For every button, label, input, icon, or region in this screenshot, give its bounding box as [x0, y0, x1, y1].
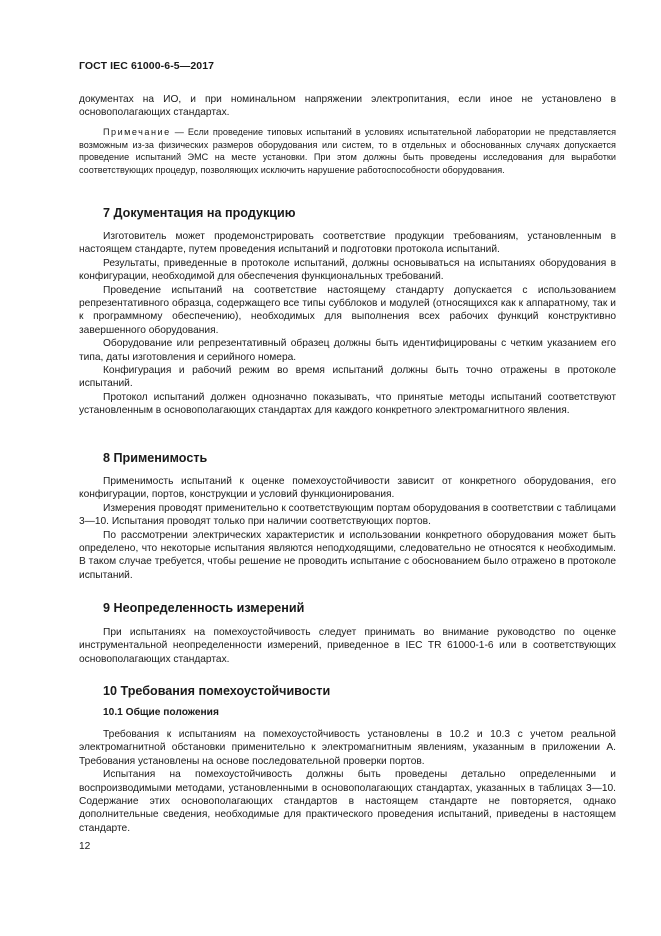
- section-7-heading-wrap: [79, 206, 616, 220]
- paragraph: Изготовитель может продемонстрировать соответствие продукции требованиям, установленным в настоящем стандарте, путем проведения испытаний и подготовки протокола испытаний.: [79, 231, 616, 256]
- paragraph: По рассмотрении электрических характеристик и использовании конкретного оборудования может быть определено, что некоторые испытания являются неподходящими, следовательно не относятся к необходимым. В таком случае требуется, чтобы решение не проводить испытание с обоснованием было отражено в протоколе испытаний.: [79, 529, 616, 581]
- section-10-heading-wrap: [79, 684, 616, 698]
- paragraph: Проведение испытаний на соответствие настоящему стандарту допускается с использованием репрезентативного образца, содержащего все типы субблоков и модулей (относящихся как к аппаратному, так и к программному обеспечению), необходимых для выполнения всех рабочих функций конструктивно завершенного оборудования.: [79, 284, 616, 336]
- paragraph: Требования к испытаниям на помехоустойчивость установлены в 10.2 и 10.3 с учетом реальной электромагнитной обстановки применительно к электромагнитным явлениям, указанным в приложении А. Требования установлены на основе последовательной проверки портов.: [79, 729, 616, 767]
- paragraph: Конфигурация и рабочий режим во время испытаний должны быть точно отражены в протоколе испытаний.: [79, 365, 616, 390]
- section-9-body: [79, 626, 616, 666]
- page-number: 12: [79, 841, 91, 852]
- intro-paragraph: [79, 93, 616, 120]
- document-header: ГОСТ IEC 61000-6-5—2017: [79, 60, 215, 72]
- paragraph: Оборудование или репрезентативный образец должны быть идентифицированы с четким указанием его типа, даты изготовления и серийного номера.: [79, 338, 616, 363]
- paragraph: Применимость испытаний к оценке помехоустойчивости зависит от конкретного оборудования, его конфигурации, портов, конструкции и условий функционирования.: [79, 476, 616, 501]
- section-10-body: [79, 728, 616, 835]
- note: [79, 126, 616, 176]
- subsection-10-1-heading: 10.1 Общие положения: [103, 707, 219, 718]
- note-label: Примечание: [103, 127, 171, 137]
- paragraph: Результаты, приведенные в протоколе испытаний, должны основываться на испытаниях оборудования в конфигурации, необходимой для обеспечения функциональных требований.: [79, 257, 616, 283]
- note-block: [79, 126, 616, 176]
- section-8-body: [79, 475, 616, 582]
- note-text: — Если проведение типовых испытаний в условиях испытательной лаборатории не представляется возможным из-за физических размеров оборудования или систем, то в отдельных и обоснованных случаях допускается проведение испытаний ЭМС на месте установки. При этом должны быть проведены исследования для выработки соответствующих процедур, позволяющих исключить нарушение работоспособности оборудования.: [79, 127, 616, 175]
- subsection-10-1-heading-wrap: [79, 707, 616, 718]
- paragraph: При испытаниях на помехоустойчивость следует принимать во внимание руководство по оценке инструментальной неопределенности измерений, приведенное в IEC TR 61000-1-6 или в соответствующих основополагающих стандартах.: [79, 627, 616, 665]
- paragraph: Испытания на помехоустойчивость должны быть проведены детально определенными и воспроизводимыми методами, установленными в основополагающих стандартах, указанных в таблицах 3—10. Содержание этих основополагающих стандартов в настоящем стандарте не повторяется, однако дополнительные сведения, необходимые для практического проведения испытаний, приведены в настоящем стандарте.: [79, 769, 616, 834]
- paragraph: Протокол испытаний должен однозначно показывать, что принятые методы испытаний соответствуют установленным в основополагающих стандартах для каждого конкретного электромагнитного явления.: [79, 391, 616, 417]
- section-7-body: [79, 230, 616, 418]
- section-7-heading: 7 Документация на продукцию: [103, 206, 296, 220]
- paragraph: документах на ИО, и при номинальном напряжении электропитания, если иное не установлено в основополагающих стандартах.: [79, 94, 616, 119]
- section-8-heading-wrap: [79, 451, 616, 465]
- section-10-heading: 10 Требования помехоустойчивости: [103, 684, 331, 698]
- section-9-heading: 9 Неопределенность измерений: [103, 601, 305, 615]
- section-8-heading: 8 Применимость: [103, 451, 208, 465]
- section-9-heading-wrap: [79, 601, 616, 615]
- paragraph: Измерения проводят применительно к соответствующим портам оборудования в соответствии с таблицами 3—10. Испытания проводят только при наличии соответствующих портов.: [79, 502, 616, 528]
